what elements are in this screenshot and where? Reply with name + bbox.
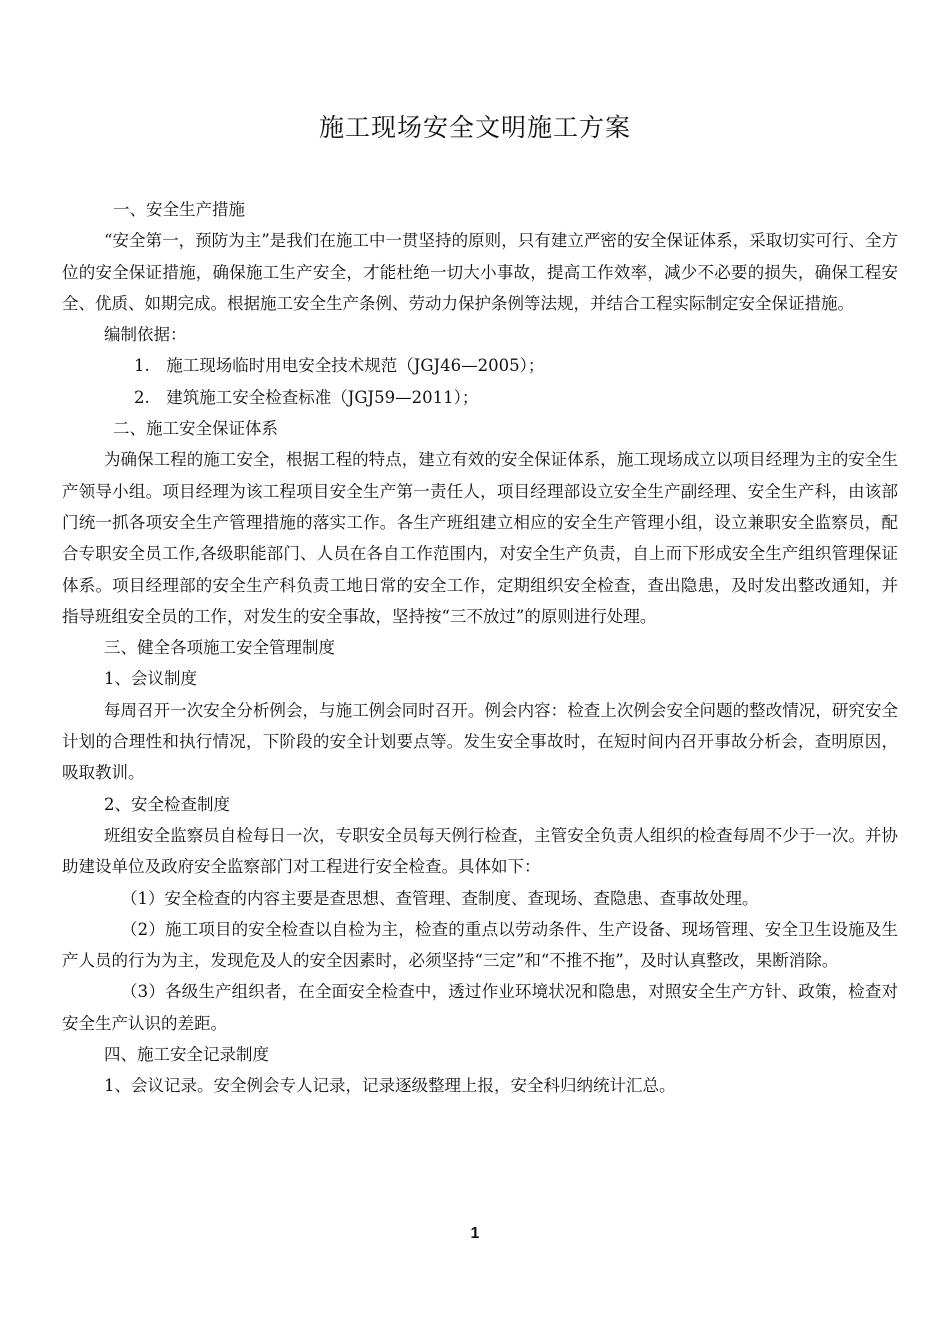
page-number: 1 bbox=[470, 1225, 480, 1242]
document-body bbox=[62, 194, 898, 1102]
paragraph-inspection: 班组安全监察员自检每日一次，专职安全员每天例行检查，主管安全负责人组织的检查每周不少于一次。并协助建设单位及政府安全监察部门对工程进行安全检查。具体如下： bbox=[62, 825, 898, 877]
inspection-item-2: （2）施工项目的安全检查以自检为主，检查的重点以劳动条件、生产设备、现场管理、安全卫生设施及生产人员的行为为主，发现危及人的安全因素时，必须坚持“三定”和“不推不拖”，及时认真整改，果断消除。 bbox=[62, 919, 898, 971]
inspection-item-3: （3）各级生产组织者，在全面安全检查中，透过作业环境状况和隐患，对照安全生产方针、政策，检查对安全生产认识的差距。 bbox=[62, 982, 898, 1033]
subheading-meeting: 1、会议制度 bbox=[104, 669, 197, 689]
inspection-item-1: （1）安全检查的内容主要是查思想、查管理、查制度、查现场、查隐患、查事故处理。 bbox=[121, 888, 759, 908]
paragraph-safety-principle: “安全第一，预防为主”是我们在施工中一贯坚持的原则，只有建立严密的安全保证体系，采取切实可行、全方位的安全保证措施，确保施工生产安全，才能杜绝一切大小事故，提高工作效率，减少不必要的损失，确保工程安全、优质、如期完成。根据施工安全生产条例、劳动力保护条例等法规，并结合工程实际制定安全保证措施。 bbox=[62, 231, 898, 313]
section-heading-4: 四、施工安全记录制度 bbox=[104, 1045, 269, 1065]
section-heading-2: 二、施工安全保证体系 bbox=[113, 419, 278, 439]
subheading-inspection: 2、安全检查制度 bbox=[104, 794, 230, 814]
section-heading-3: 三、健全各项施工安全管理制度 bbox=[104, 638, 335, 658]
basis-item-2: 2. 建筑施工安全检查标准（JGJ59—2011）； bbox=[134, 387, 479, 407]
basis-heading: 编制依据： bbox=[104, 325, 187, 345]
paragraph-safety-system: 为确保工程的施工安全，根据工程的特点，建立有效的安全保证体系，施工现场成立以项目经理为主的安全生产领导小组。项目经理为该工程项目安全生产第一责任人，项目经理部设立安全生产副经理、安全生产科，由该部门统一抓各项安全生产管理措施的落实工作。各生产班组建立相应的安全生产管理小组，设立兼职安全监察员，配合专职安全员工作,各级职能部门、人员在各自工作范围内，对安全生产负责，自上而下形成安全生产组织管理保证体系。项目经理部的安全生产科负责工地日常的安全工作，定期组织安全检查，查出隐患，及时发出整改通知，并指导班组安全员的工作，对发生的安全事故，坚持按“三不放过”的原则进行处理。 bbox=[62, 450, 898, 626]
document-title: 施工现场安全文明施工方案 bbox=[318, 113, 631, 142]
paragraph-meeting: 每周召开一次安全分析例会，与施工例会同时召开。例会内容：检查上次例会安全问题的整改情况，研究安全计划的合理性和执行情况，下阶段的安全计划要点等。发生安全事故时，在短时间内召开事故分析会，查明原因，吸取教训。 bbox=[62, 700, 898, 783]
basis-item-1: 1. 施工现场临时用电安全技术规范（JGJ46—2005）； bbox=[134, 356, 545, 376]
paragraph-meeting-record: 1、会议记录。安全例会专人记录，记录逐级整理上报，安全科归纳统计汇总。 bbox=[104, 1076, 676, 1096]
section-heading-1: 一、安全生产措施 bbox=[113, 200, 245, 219]
